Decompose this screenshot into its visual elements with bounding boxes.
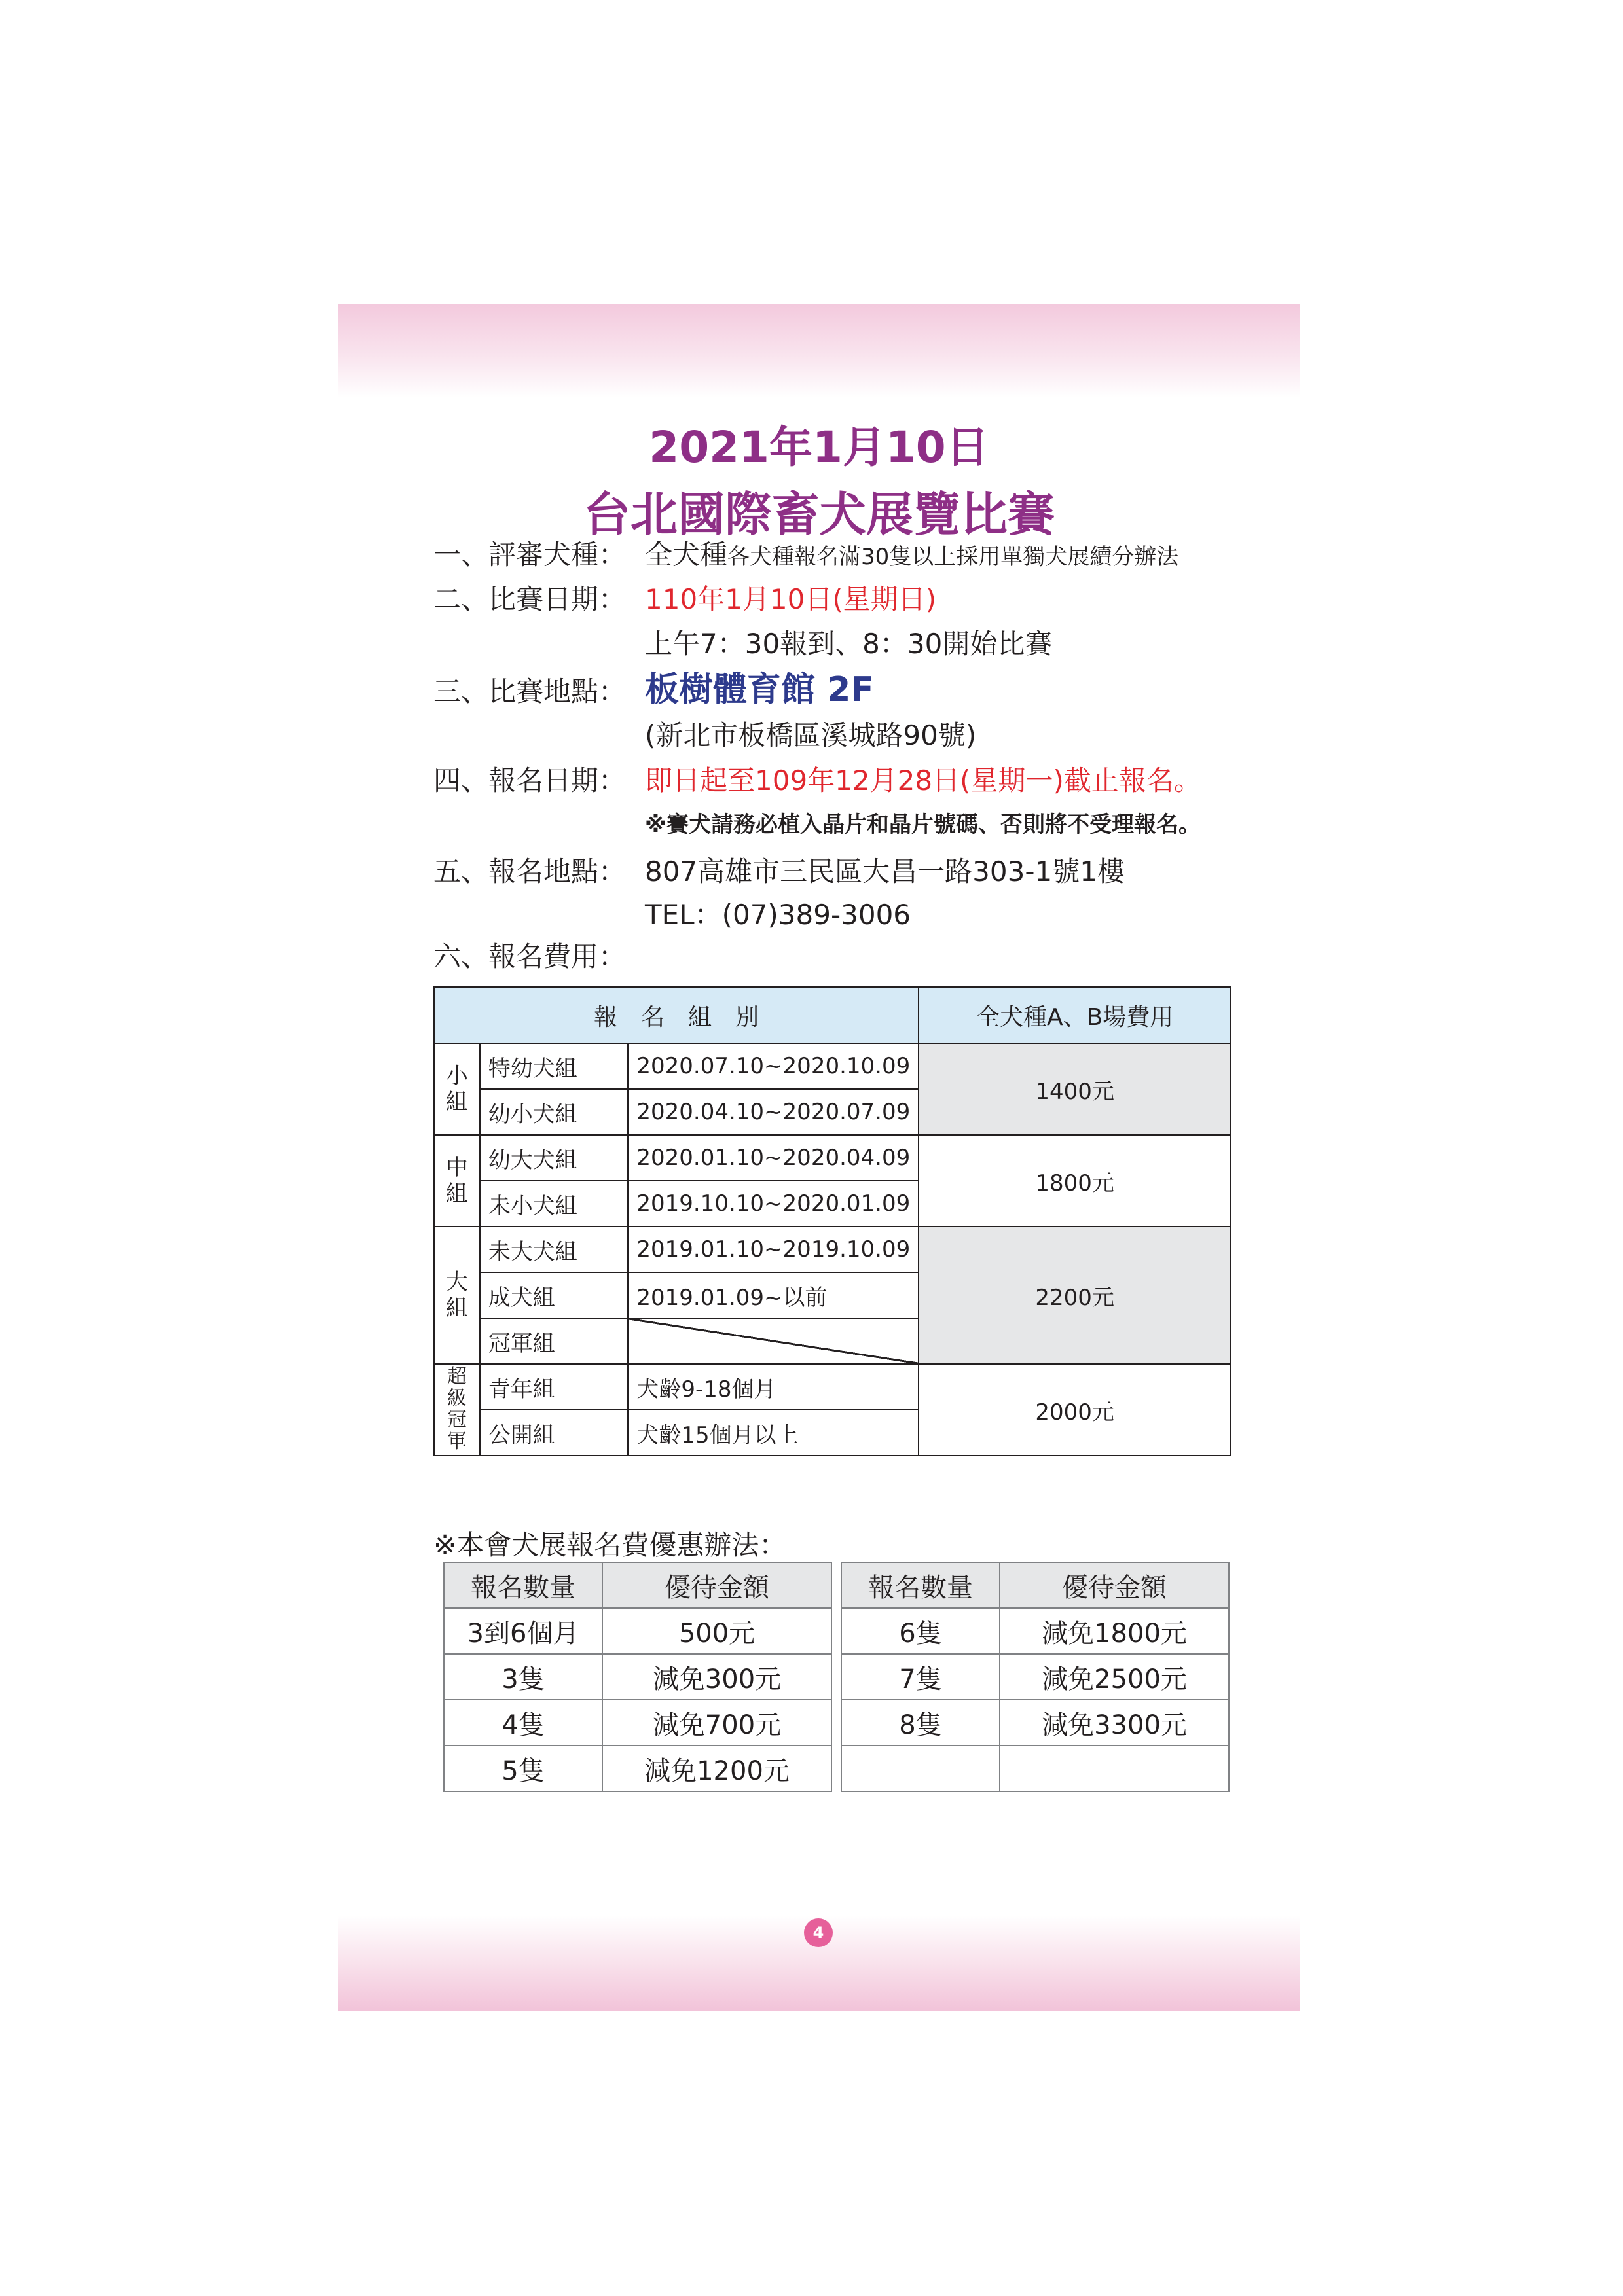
discount-table-left xyxy=(443,1562,832,1792)
category-cell: 幼小犬組 xyxy=(480,1089,629,1135)
item-date-sub: 上午7：30報到、8：30開始比賽 xyxy=(645,628,1053,660)
table-row xyxy=(444,1746,831,1791)
quantity-cell: 8隻 xyxy=(841,1700,1000,1746)
header-group: 報 名 組 別 xyxy=(434,987,919,1043)
chip-notice: ※賽犬請務必植入晶片和晶片號碼、否則將不受理報名。 xyxy=(645,812,1201,838)
discount-table-right xyxy=(841,1562,1230,1792)
item-label: 五、報名地點： xyxy=(433,855,627,888)
table-row xyxy=(444,1608,831,1654)
range-cell-crossed xyxy=(628,1318,919,1364)
header-amount: 優待金額 xyxy=(602,1562,831,1608)
discount-header xyxy=(841,1562,1229,1608)
category-cell: 幼大犬組 xyxy=(480,1135,629,1181)
item-label: 三、比賽地點： xyxy=(433,675,627,708)
category-cell: 未大犬組 xyxy=(480,1227,629,1272)
quantity-cell: 4隻 xyxy=(444,1700,602,1746)
category-cell: 特幼犬組 xyxy=(480,1043,629,1089)
item-venue xyxy=(433,670,874,711)
price-cell: 2200元 xyxy=(919,1227,1231,1364)
category-cell: 公開組 xyxy=(480,1410,629,1456)
page-number-badge: 4 xyxy=(804,1918,833,1947)
price-cell: 1400元 xyxy=(919,1043,1231,1135)
amount-cell: 減免1800元 xyxy=(1000,1608,1229,1654)
event-date-title: 2021年1月10日 xyxy=(649,422,989,473)
item-value: 即日起至109年12月28日(星期一)截止報名。 xyxy=(645,764,1201,797)
item-fee xyxy=(433,937,645,977)
item-value: 110年1月10日(星期日) xyxy=(645,583,937,615)
amount-cell: 減免2500元 xyxy=(1000,1654,1229,1700)
amount-cell: 減免700元 xyxy=(602,1700,831,1746)
item-value: 807高雄市三民區大昌一路303-1號1樓 xyxy=(645,855,1125,888)
range-cell: 2020.07.10~2020.10.09 xyxy=(628,1043,919,1089)
item-label: 四、報名日期： xyxy=(433,764,627,797)
item-value: 板樹體育館 2F xyxy=(645,670,874,709)
group-name: 小組 xyxy=(434,1043,480,1135)
range-cell: 犬齡9-18個月 xyxy=(628,1364,919,1410)
amount-cell: 減免1200元 xyxy=(602,1746,831,1791)
item-reg-date xyxy=(433,761,1201,800)
fee-table-header xyxy=(434,987,1231,1043)
amount-cell: 500元 xyxy=(602,1608,831,1654)
item-reg-place xyxy=(433,852,1125,891)
table-row xyxy=(841,1746,1229,1791)
table-row xyxy=(444,1700,831,1746)
group-name: 大組 xyxy=(434,1227,480,1364)
table-row xyxy=(841,1654,1229,1700)
range-cell: 2020.01.10~2020.04.09 xyxy=(628,1135,919,1181)
header-amount: 優待金額 xyxy=(1000,1562,1229,1608)
item-label: 二、比賽日期： xyxy=(433,583,627,615)
discount-title: ※本會犬展報名費優惠辦法： xyxy=(433,1529,787,1561)
item-value: 全犬種 xyxy=(645,539,728,571)
item-label: 六、報名費用： xyxy=(433,941,627,973)
quantity-cell: 3到6個月 xyxy=(444,1608,602,1654)
quantity-cell: 5隻 xyxy=(444,1746,602,1791)
range-cell: 2019.10.10~2020.01.09 xyxy=(628,1181,919,1227)
category-cell: 成犬組 xyxy=(480,1272,629,1318)
top-decor-band xyxy=(338,304,1300,398)
range-cell: 2019.01.09~以前 xyxy=(628,1272,919,1318)
header-price: 全犬種A、B場費用 xyxy=(919,987,1231,1043)
range-cell: 2020.04.10~2020.07.09 xyxy=(628,1089,919,1135)
item-venue-address: (新北市板橋區溪城路90號) xyxy=(645,719,977,751)
table-row xyxy=(841,1700,1229,1746)
discount-header xyxy=(444,1562,831,1608)
price-cell: 2000元 xyxy=(919,1364,1231,1456)
fee-table xyxy=(433,986,1231,1456)
table-row xyxy=(841,1608,1229,1654)
table-row xyxy=(444,1654,831,1700)
group-name: 超級冠軍 xyxy=(434,1364,480,1456)
item-judging xyxy=(433,535,1178,577)
price-cell: 1800元 xyxy=(919,1135,1231,1227)
item-date xyxy=(433,580,936,619)
table-row xyxy=(434,1227,1231,1272)
quantity-cell: 7隻 xyxy=(841,1654,1000,1700)
item-telephone: TEL：(07)389-3006 xyxy=(645,899,911,931)
quantity-cell xyxy=(841,1746,1000,1791)
quantity-cell: 3隻 xyxy=(444,1654,602,1700)
amount-cell: 減免300元 xyxy=(602,1654,831,1700)
header-quantity: 報名數量 xyxy=(841,1562,1000,1608)
item-note: 各犬種報名滿30隻以上採用單獨犬展續分辦法 xyxy=(727,544,1179,570)
range-cell: 2019.01.10~2019.10.09 xyxy=(628,1227,919,1272)
category-cell: 冠軍組 xyxy=(480,1318,629,1364)
category-cell: 未小犬組 xyxy=(480,1181,629,1227)
event-name-title: 台北國際畜犬展覽比賽 xyxy=(583,487,1055,542)
item-label: 一、評審犬種： xyxy=(433,539,627,571)
category-cell: 青年組 xyxy=(480,1364,629,1410)
amount-cell xyxy=(1000,1746,1229,1791)
table-row xyxy=(434,1364,1231,1410)
amount-cell: 減免3300元 xyxy=(1000,1700,1229,1746)
table-row xyxy=(434,1135,1231,1181)
header-quantity: 報名數量 xyxy=(444,1562,602,1608)
group-name: 中組 xyxy=(434,1135,480,1227)
table-row xyxy=(434,1043,1231,1089)
quantity-cell: 6隻 xyxy=(841,1608,1000,1654)
range-cell: 犬齡15個月以上 xyxy=(628,1410,919,1456)
